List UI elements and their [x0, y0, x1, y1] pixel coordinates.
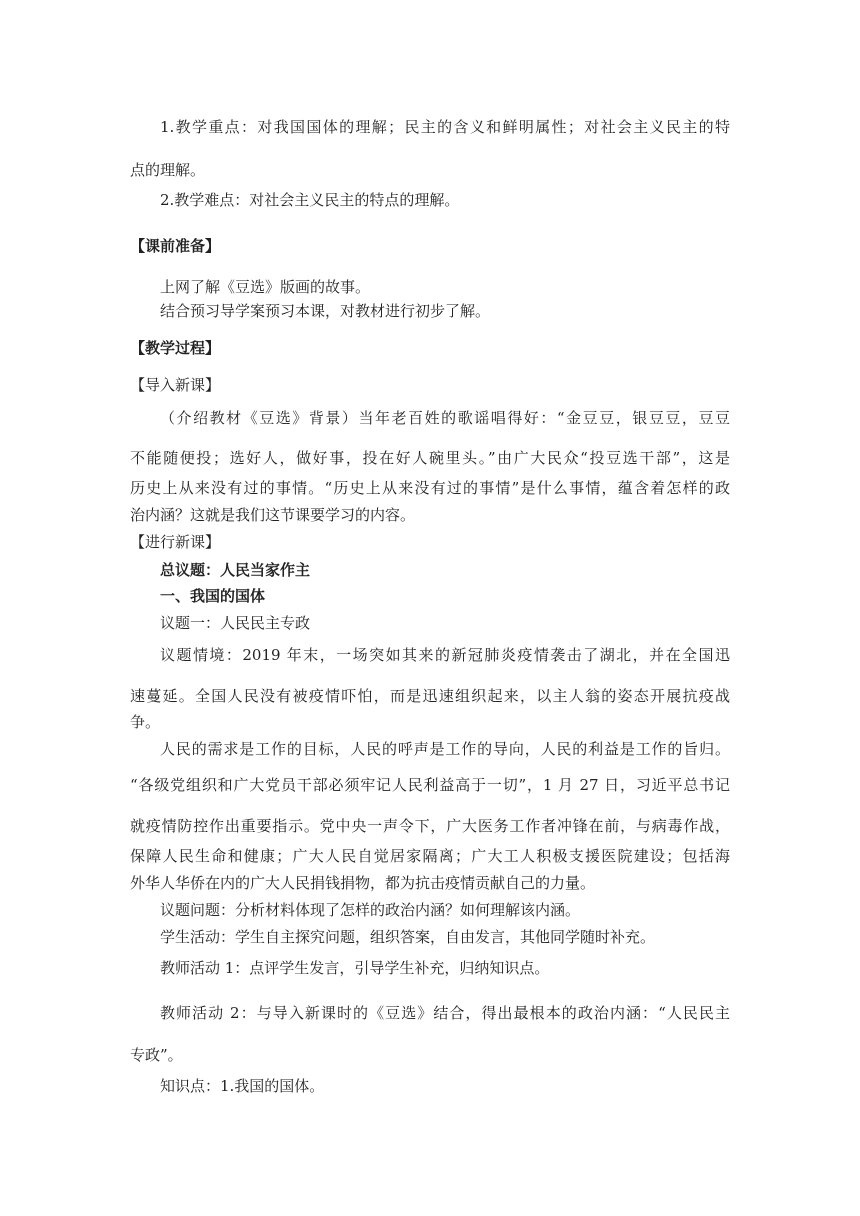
people-para-line-1: 人民的需求是工作的目标，人民的呼声是工作的导向，人民的利益是工作的旨归。 [160, 740, 730, 758]
heading-intro: 【导入新课】 [130, 376, 221, 394]
prep-item-2: 结合预习导学案预习本课，对教材进行初步了解。 [160, 302, 491, 320]
main-topic: 总议题：人民当家作主 [160, 561, 311, 579]
teacher-activity-2-line-2: 专政”。 [130, 1046, 183, 1064]
scenario-line-3: 争。 [130, 713, 161, 731]
intro-line-2: 不能随便投；选好人，做好事，投在好人碗里头。”由广大民众“投豆选干部”，这是 [130, 449, 730, 467]
intro-line-3: 历史上从来没有过的事情。“历史上从来没有过的事情”是什么事情，蕴含着怎样的政 [130, 479, 730, 497]
people-para-line-3: 就疫情防控作出重要指示。党中央一声令下，广大医务工作者冲锋在前，与病毒作战， [130, 817, 730, 835]
section-1-title: 一、我国的国体 [160, 587, 266, 605]
student-activity: 学生活动：学生自主探究问题，组织答案，自由发言，其他同学随时补充。 [160, 928, 656, 946]
teacher-activity-1: 教师活动 1：点评学生发言，引导学生补充，归纳知识点。 [160, 959, 550, 977]
scenario-line-1: 议题情境：2019 年末，一场突如其来的新冠肺炎疫情袭击了湖北，并在全国迅 [160, 646, 730, 664]
topic-1: 议题一：人民民主专政 [160, 614, 311, 632]
heading-pre-class: 【课前准备】 [130, 237, 221, 255]
people-para-line-5: 外华人华侨在内的广大人民捐钱捐物，都为抗击疫情贡献自己的力量。 [130, 874, 596, 892]
people-para-line-2: “各级党组织和广大党员干部必须牢记人民利益高于一切”，1 月 27 日，习近平总书记 [130, 776, 730, 794]
intro-line-4: 治内涵？这就是我们这节课要学习的内容。 [130, 506, 416, 524]
difficulty-point: 2.教学难点：对社会主义民主的特点的理解。 [160, 191, 460, 209]
people-para-line-4: 保障人民生命和健康；广大人民自觉居家隔离；广大工人积极支援医院建设；包括海 [130, 847, 730, 865]
heading-new-lesson: 【进行新课】 [130, 533, 221, 551]
knowledge-point: 知识点：1.我国的国体。 [160, 1077, 325, 1095]
scenario-line-2: 速蔓延。全国人民没有被疫情吓怕，而是迅速组织起来，以主人翁的姿态开展抗疫战 [130, 687, 730, 705]
key-point-line-2: 点的理解。 [130, 161, 206, 179]
prep-item-1: 上网了解《豆选》版画的故事。 [160, 278, 371, 296]
teacher-activity-2-line-1: 教师活动 2：与导入新课时的《豆选》结合，得出最根本的政治内涵：“人民民主 [160, 1004, 730, 1022]
topic-question: 议题问题：分析材料体现了怎样的政治内涵？如何理解该内涵。 [160, 901, 581, 919]
key-point-line-1: 1.教学重点：对我国国体的理解；民主的含义和鲜明属性；对社会主义民主的特 [160, 118, 730, 136]
heading-teaching-process: 【教学过程】 [130, 339, 221, 357]
intro-line-1: （介绍教材《豆选》背景）当年老百姓的歌谣唱得好：“金豆豆，银豆豆，豆豆 [160, 409, 730, 427]
